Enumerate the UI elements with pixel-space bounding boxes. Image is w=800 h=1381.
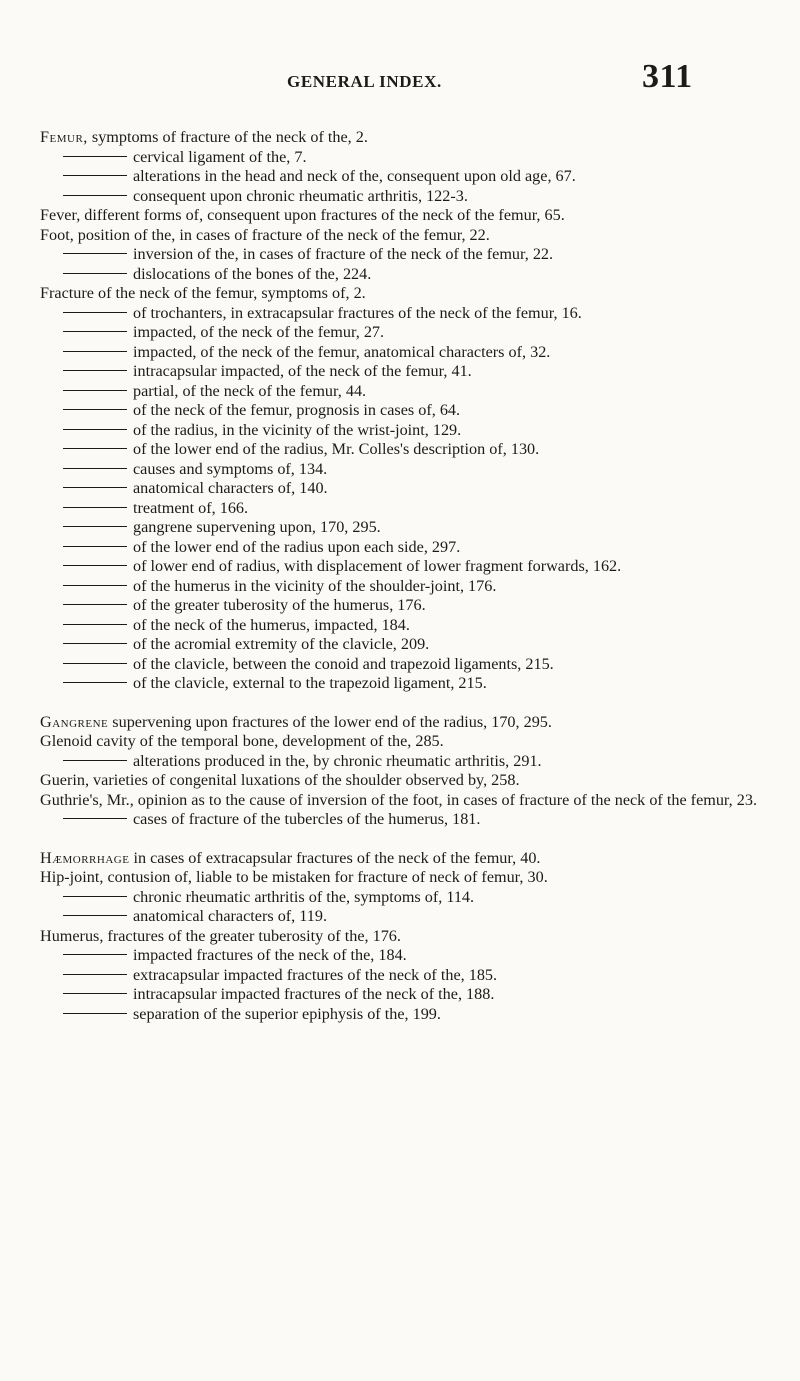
entry-text: Hip-joint, contusion of, liable to be mistaken for fracture of neck of femur, 30. bbox=[40, 868, 548, 886]
index-subentry bbox=[40, 810, 770, 830]
index-subentry bbox=[40, 401, 770, 421]
entry-text: impacted, of the neck of the femur, anatomical characters of, 32. bbox=[133, 342, 551, 361]
index-entries bbox=[40, 128, 770, 1024]
section-gap bbox=[40, 694, 770, 713]
index-subentry bbox=[40, 421, 770, 441]
page-number: 311 bbox=[642, 58, 693, 95]
entry-text: Fever, different forms of, consequent upon fractures of the neck of the femur, 65. bbox=[40, 206, 565, 224]
entry-text: cases of fracture of the tubercles of the humerus, 181. bbox=[133, 810, 481, 828]
index-subentry bbox=[40, 655, 770, 675]
entry-text: separation of the superior epiphysis of the, 199. bbox=[133, 1004, 441, 1023]
entry-text: of the clavicle, between the conoid and trapezoid ligaments, 215. bbox=[133, 654, 554, 673]
running-title: GENERAL INDEX. bbox=[287, 72, 442, 91]
index-subentry bbox=[40, 538, 770, 558]
index-entry bbox=[40, 771, 770, 791]
entry-text: intracapsular impacted, of the neck of the femur, 41. bbox=[133, 362, 472, 380]
entry-text: Foot, position of the, in cases of fracture of the neck of the femur, 22. bbox=[40, 225, 490, 244]
index-entry bbox=[40, 868, 770, 888]
index-subentry bbox=[40, 518, 770, 538]
entry-text: in cases of extracapsular fractures of the neck of the femur, 40. bbox=[129, 848, 541, 867]
entry-text: Glenoid cavity of the temporal bone, development of the, 285. bbox=[40, 732, 444, 750]
entry-text: supervening upon fractures of the lower end of the radius, 170, 295. bbox=[108, 712, 552, 731]
index-entry bbox=[40, 713, 770, 733]
entry-text: impacted fractures of the neck of the, 184. bbox=[133, 946, 407, 964]
entry-text: intracapsular impacted fractures of the neck of the, 188. bbox=[133, 985, 495, 1003]
entry-text: partial, of the neck of the femur, 44. bbox=[133, 381, 367, 400]
entry-text: chronic rheumatic arthritis of the, symptoms of, 114. bbox=[133, 887, 475, 906]
index-subentry bbox=[40, 362, 770, 382]
section-gap bbox=[40, 830, 770, 849]
index-subentry bbox=[40, 323, 770, 343]
index-subentry bbox=[40, 499, 770, 519]
index-subentry bbox=[40, 966, 770, 986]
index-entry bbox=[40, 128, 770, 148]
entry-text: of trochanters, in extracapsular fractures of the neck of the femur, 16. bbox=[133, 303, 582, 322]
entry-text: inversion of the, in cases of fracture of the neck of the femur, 22. bbox=[133, 245, 554, 263]
index-subentry bbox=[40, 596, 770, 616]
entry-text: extracapsular impacted fractures of the neck of the, 185. bbox=[133, 965, 498, 984]
index-entry bbox=[40, 206, 770, 226]
entry-text: of the humerus in the vicinity of the shoulder-joint, 176. bbox=[133, 576, 497, 595]
index-entry bbox=[40, 284, 770, 304]
entry-text: of the neck of the femur, prognosis in cases of, 64. bbox=[133, 401, 461, 419]
entry-text: alterations in the head and neck of the, consequent upon old age, 67. bbox=[133, 167, 576, 185]
entry-text: cervical ligament of the, 7. bbox=[133, 147, 307, 166]
index-subentry bbox=[40, 752, 770, 772]
index-entry bbox=[40, 849, 770, 869]
entry-text: of the radius, in the vicinity of the wrist-joint, 129. bbox=[133, 420, 462, 439]
entry-text: impacted, of the neck of the femur, 27. bbox=[133, 323, 385, 341]
index-entry bbox=[40, 927, 770, 947]
entry-text: alterations produced in the, by chronic rheumatic arthritis, 291. bbox=[133, 751, 542, 770]
index-subentry bbox=[40, 946, 770, 966]
entry-text: of the lower end of the radius, Mr. Colles's description of, 130. bbox=[133, 440, 540, 458]
entry-text: of the clavicle, external to the trapezoid ligament, 215. bbox=[133, 674, 487, 692]
index-subentry bbox=[40, 148, 770, 168]
index-subentry bbox=[40, 440, 770, 460]
entry-text: of the acromial extremity of the clavicle, 209. bbox=[133, 635, 430, 653]
entry-text: anatomical characters of, 140. bbox=[133, 479, 328, 497]
index-subentry bbox=[40, 167, 770, 187]
entry-text: of lower end of radius, with displacement of lower fragment forwards, 162. bbox=[133, 557, 622, 575]
entry-text: dislocations of the bones of the, 224. bbox=[133, 264, 372, 283]
index-subentry bbox=[40, 187, 770, 207]
entry-headword: Gangrene bbox=[40, 712, 109, 731]
entry-text: consequent upon chronic rheumatic arthritis, 122-3. bbox=[133, 186, 468, 205]
entry-headword: Femur, bbox=[40, 128, 88, 146]
entry-text: gangrene supervening upon, 170, 295. bbox=[133, 518, 381, 536]
entry-text: Guthrie's, Mr., opinion as to the cause of inversion of the foot, in cases of fracture of the neck of the femur, 23. bbox=[40, 790, 758, 809]
entry-headword: Hæmorrhage bbox=[40, 848, 130, 867]
index-subentry bbox=[40, 265, 770, 285]
index-subentry bbox=[40, 635, 770, 655]
index-subentry bbox=[40, 674, 770, 694]
entry-text: symptoms of fracture of the neck of the, 2. bbox=[87, 128, 368, 146]
entry-text: Fracture of the neck of the femur, symptoms of, 2. bbox=[40, 284, 366, 302]
entry-text: of the lower end of the radius upon each side, 297. bbox=[133, 537, 461, 556]
entry-text: anatomical characters of, 119. bbox=[133, 907, 328, 925]
page-header bbox=[0, 58, 800, 104]
index-subentry bbox=[40, 985, 770, 1005]
index-subentry bbox=[40, 304, 770, 324]
entry-text: treatment of, 166. bbox=[133, 498, 249, 517]
index-subentry bbox=[40, 382, 770, 402]
index-subentry bbox=[40, 577, 770, 597]
entry-text: Humerus, fractures of the greater tuberosity of the, 176. bbox=[40, 926, 401, 945]
index-entry bbox=[40, 732, 770, 752]
index-subentry bbox=[40, 557, 770, 577]
index-subentry bbox=[40, 888, 770, 908]
entry-text: Guerin, varieties of congenital luxations of the shoulder observed by, 258. bbox=[40, 771, 520, 789]
entry-text: of the neck of the humerus, impacted, 184. bbox=[133, 615, 410, 634]
entry-text: causes and symptoms of, 134. bbox=[133, 459, 328, 478]
entry-text: of the greater tuberosity of the humerus, 176. bbox=[133, 596, 426, 614]
index-subentry bbox=[40, 245, 770, 265]
index-entry bbox=[40, 791, 770, 811]
index-subentry bbox=[40, 907, 770, 927]
index-entry bbox=[40, 226, 770, 246]
index-subentry bbox=[40, 343, 770, 363]
index-subentry bbox=[40, 479, 770, 499]
index-subentry bbox=[40, 460, 770, 480]
index-subentry bbox=[40, 1005, 770, 1025]
index-subentry bbox=[40, 616, 770, 636]
